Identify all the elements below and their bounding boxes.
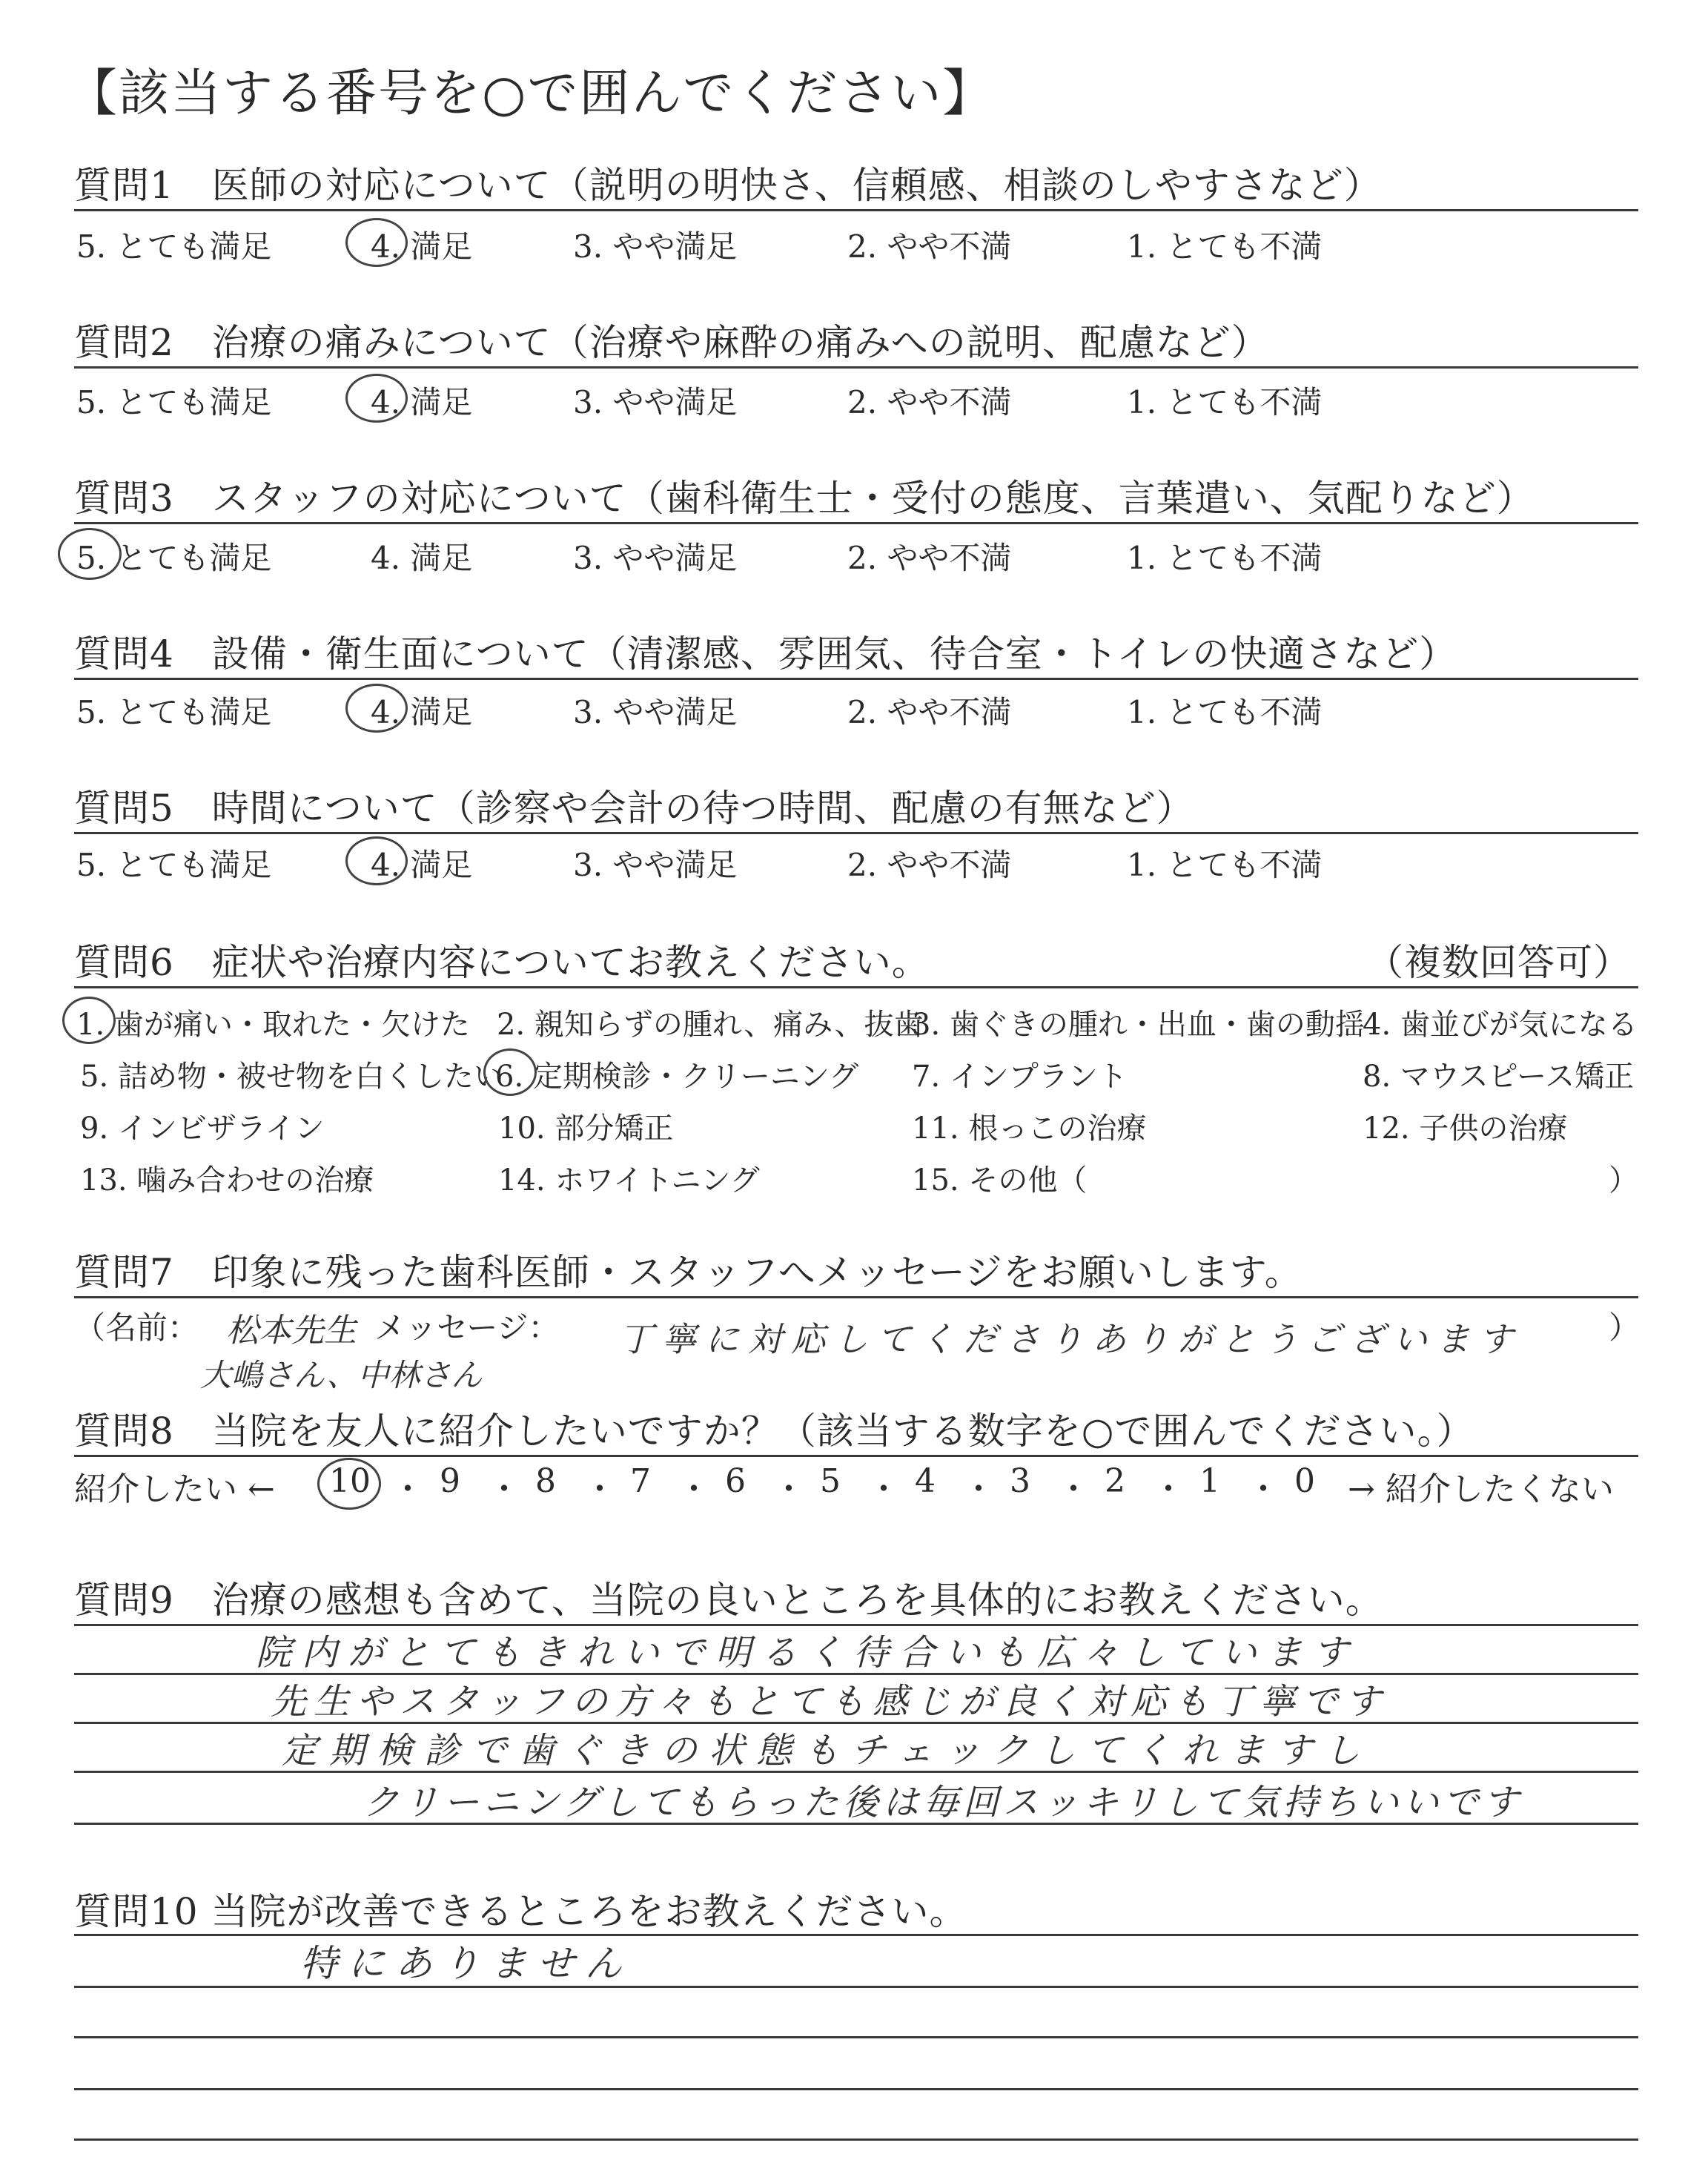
question-title: 質問10 当院が改善できるところをお教えください。 [74, 1890, 967, 1933]
option-2[interactable]: 2. やや不満 [847, 847, 1012, 883]
question-title: 質問5 時間について（診察や会計の待つ時間、配慮の有無など） [74, 787, 1194, 830]
scale-right-label: → 紹介したくない [1348, 1470, 1614, 1508]
scale-separator: ・ [583, 1470, 616, 1508]
multiple-answer-note: （複数回答可） [1366, 941, 1631, 984]
scale-2[interactable]: 2 [1105, 1462, 1125, 1500]
option-1[interactable]: 1. とても不満 [1127, 694, 1323, 730]
question-title: 質問4 設備・衛生面について（清潔感、雰囲気、待合室・トイレの快適さなど） [74, 633, 1457, 676]
symptom-option[interactable]: 12. 子供の治療 [1363, 1112, 1568, 1146]
scale-separator: ・ [1247, 1470, 1280, 1508]
scale-left-label: 紹介したい ← [74, 1470, 275, 1508]
handwritten-answer[interactable]: 定期検診で歯ぐきの状態もチェックしてくれますし [282, 1730, 1372, 1771]
divider [74, 832, 1638, 834]
scale-1[interactable]: 1 [1199, 1462, 1220, 1500]
option-1[interactable]: 1. とても不満 [1127, 384, 1323, 420]
question-title: 質問9 治療の感想も含めて、当院の良いところを具体的にお教えください。 [74, 1579, 1383, 1622]
option-1[interactable]: 1. とても不満 [1127, 540, 1323, 576]
symptom-option[interactable]: 7. インプラント [912, 1060, 1128, 1094]
scale-5[interactable]: 5 [820, 1462, 841, 1500]
option-3[interactable]: 3. やや満足 [573, 228, 738, 265]
symptom-option[interactable]: 5. 詰め物・被せ物を白くしたい [80, 1060, 503, 1094]
divider [74, 209, 1638, 211]
answer-line [74, 2138, 1638, 2141]
symptom-option[interactable]: 15. その他（ [912, 1163, 1088, 1198]
option-5[interactable]: 5. とても満足 [76, 694, 272, 730]
symptom-option[interactable]: 11. 根っこの治療 [912, 1112, 1147, 1146]
question-title: 質問3 スタッフの対応について（歯科衛生士・受付の態度、言葉遣い、気配りなど） [74, 477, 1535, 520]
scale-3[interactable]: 3 [1010, 1462, 1030, 1500]
symptom-option[interactable]: 2. 親知らずの腫れ、痛み、抜歯 [497, 1008, 924, 1042]
scale-9[interactable]: 9 [440, 1462, 460, 1500]
symptom-option[interactable]: 13. 噛み合わせの治療 [80, 1163, 374, 1198]
handwritten-message[interactable]: 丁寧に対応してくださりありがとうございます [619, 1319, 1522, 1359]
scale-separator: ・ [867, 1470, 900, 1508]
option-4[interactable]: 4. 満足 [371, 384, 473, 420]
divider [74, 1455, 1638, 1457]
symptom-option[interactable]: 6. 定期検診・クリーニング [495, 1060, 859, 1094]
symptom-option[interactable]: 1. 歯が痛い・取れた・欠けた [76, 1008, 470, 1042]
scale-separator: ・ [678, 1470, 710, 1508]
answer-line [74, 2088, 1638, 2090]
symptom-option[interactable]: 14. ホワイトニング [498, 1163, 760, 1198]
question-title: 質問1 医師の対応について（説明の明快さ、信頼感、相談のしやすさなど） [74, 164, 1382, 207]
scale-0[interactable]: 0 [1294, 1462, 1315, 1500]
option-3[interactable]: 3. やや満足 [573, 694, 738, 730]
symptom-option[interactable]: 10. 部分矯正 [498, 1112, 674, 1146]
answer-circle [62, 997, 116, 1044]
symptom-option[interactable]: 8. マウスピース矯正 [1363, 1060, 1635, 1094]
scale-separator: ・ [391, 1470, 424, 1508]
question-title: 質問7 印象に残った歯科医師・スタッフへメッセージをお願いします。 [74, 1251, 1302, 1294]
answer-circle [345, 836, 408, 885]
option-3[interactable]: 3. やや満足 [573, 384, 738, 420]
divider [74, 986, 1638, 988]
answer-line [74, 2036, 1638, 2038]
answer-circle [345, 374, 408, 423]
message-label: メッセージ： [374, 1309, 560, 1346]
scale-4[interactable]: 4 [915, 1462, 936, 1500]
close-paren: ） [1609, 1309, 1641, 1346]
option-3[interactable]: 3. やや満足 [573, 540, 738, 576]
scale-6[interactable]: 6 [725, 1462, 746, 1500]
option-2[interactable]: 2. やや不満 [847, 540, 1012, 576]
divider [74, 522, 1638, 524]
handwritten-name[interactable]: 松本先生 [226, 1312, 357, 1350]
option-4[interactable]: 4. 満足 [371, 847, 473, 883]
name-label: （名前： [74, 1309, 199, 1346]
scale-separator: ・ [962, 1470, 995, 1508]
scale-7[interactable]: 7 [630, 1462, 651, 1500]
answer-circle [345, 684, 408, 733]
divider [74, 1296, 1638, 1298]
option-1[interactable]: 1. とても不満 [1127, 228, 1323, 265]
option-5[interactable]: 5. とても満足 [76, 228, 272, 265]
option-3[interactable]: 3. やや満足 [573, 847, 738, 883]
symptom-option[interactable]: 3. 歯ぐきの腫れ・出血・歯の動揺 [912, 1008, 1365, 1042]
scale-separator: ・ [488, 1470, 520, 1508]
option-4[interactable]: 4. 満足 [371, 694, 473, 730]
option-2[interactable]: 2. やや不満 [847, 228, 1012, 265]
symptom-option[interactable]: 9. インビザライン [80, 1112, 325, 1146]
close-paren: ） [1609, 1163, 1638, 1198]
handwritten-answer[interactable]: 特にありません [300, 1942, 632, 1985]
symptom-option[interactable]: 4. 歯並びが気になる [1363, 1008, 1638, 1042]
scale-separator: ・ [1057, 1470, 1090, 1508]
scale-8[interactable]: 8 [535, 1462, 556, 1500]
option-4[interactable]: 4. 満足 [371, 540, 473, 576]
divider [74, 366, 1638, 369]
scale-10[interactable]: 10 [329, 1462, 371, 1500]
option-2[interactable]: 2. やや不満 [847, 694, 1012, 730]
option-5[interactable]: 5. とても満足 [76, 540, 272, 576]
question-title: 質問2 治療の痛みについて（治療や麻酔の痛みへの説明、配慮など） [74, 321, 1269, 364]
answer-circle [483, 1048, 537, 1096]
form-header: 【該当する番号を○で囲んでください】 [67, 65, 995, 123]
answer-circle [317, 1458, 381, 1510]
option-4[interactable]: 4. 満足 [371, 228, 473, 265]
divider [74, 678, 1638, 680]
handwritten-answer[interactable]: 先生やスタッフの方々もとても感じが良く対応も丁寧です [271, 1681, 1389, 1723]
question-title: 質問6 症状や治療内容についてお教えください。 [74, 941, 930, 984]
handwritten-answer[interactable]: クリーニングしてもらった後は毎回スッキリして気持ちいいです [363, 1782, 1523, 1823]
question-title: 質問8 当院を友人に紹介したいですか？（該当する数字を○で囲んでください。） [74, 1410, 1474, 1453]
option-5[interactable]: 5. とても満足 [76, 384, 272, 420]
scale-separator: ・ [1152, 1470, 1185, 1508]
scale-separator: ・ [772, 1470, 805, 1508]
handwritten-answer[interactable]: 院内がとてもきれいで明るく待合いも広々しています [256, 1632, 1360, 1674]
option-2[interactable]: 2. やや不満 [847, 384, 1012, 420]
handwritten-name[interactable]: 大嶋さん、中林さん [200, 1357, 483, 1393]
option-5[interactable]: 5. とても満足 [76, 847, 272, 883]
option-1[interactable]: 1. とても不満 [1127, 847, 1323, 883]
answer-circle [345, 218, 408, 267]
answer-circle [58, 528, 122, 580]
